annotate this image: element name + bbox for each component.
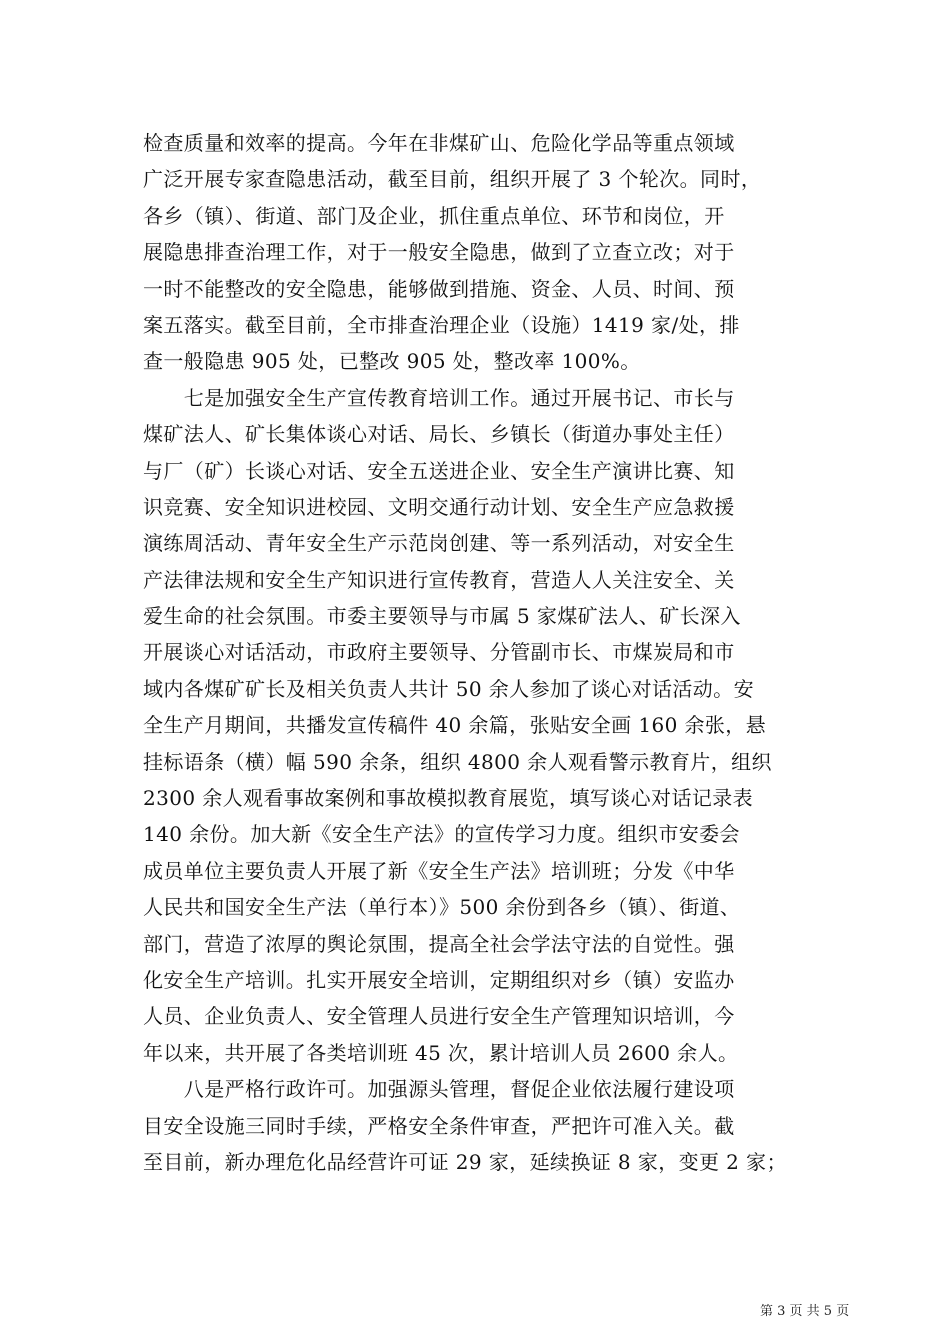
- text-line: 挂标语条（横）幅 590 余条，组织 4800 余人观看警示教育片，组织: [143, 749, 772, 774]
- text-line: 人民共和国安全生产法（单行本）》500 余份到各乡（镇）、街道、: [143, 895, 741, 920]
- paragraph-start-line: 七是加强安全生产宣传教育培训工作。通过开展书记、市长与: [143, 385, 735, 410]
- text-line: 开展谈心对话活动，市政府主要领导、分管副市长、市煤炭局和市: [143, 640, 735, 665]
- text-line: 演练周活动、青年安全生产示范岗创建、等一系列活动，对安全生: [143, 531, 735, 556]
- text-line: 成员单位主要负责人开展了新《安全生产法》培训班；分发《中华: [143, 858, 735, 883]
- text-line: 展隐患排查治理工作，对于一般安全隐患，做到了立查立改；对于: [143, 240, 735, 265]
- text-line: 案五落实。截至目前，全市排查治理企业（设施）1419 家/处，排: [143, 312, 740, 337]
- text-line: 与厂（矿）长谈心对话、安全五送进企业、安全生产演讲比赛、知: [143, 458, 735, 483]
- text-line: 年以来，共开展了各类培训班 45 次，累计培训人员 2600 余人。: [143, 1040, 739, 1065]
- text-line: 检查质量和效率的提高。今年在非煤矿山、危险化学品等重点领域: [143, 131, 735, 155]
- paragraph-start-line: 八是严格行政许可。加强源头管理，督促企业依法履行建设项: [143, 1077, 735, 1102]
- text-line: 查一般隐患 905 处，已整改 905 处，整改率 100%。: [143, 349, 641, 374]
- text-line: 各乡（镇）、街道、部门及企业，抓住重点单位、环节和岗位，开: [143, 203, 725, 228]
- text-line: 识竞赛、安全知识进校园、文明交通行动计划、安全生产应急救援: [143, 494, 735, 519]
- text-line: 域内各煤矿矿长及相关负责人共计 50 余人参加了谈心对话活动。安: [143, 676, 754, 701]
- text-line: 煤矿法人、矿长集体谈心对话、局长、乡镇长（街道办事处主任）: [143, 422, 735, 447]
- text-line: 部门，营造了浓厚的舆论氛围，提高全社会学法守法的自觉性。强: [143, 931, 735, 956]
- text-line: 全生产月期间，共播发宣传稿件 40 余篇，张贴安全画 160 余张，悬: [143, 713, 767, 738]
- body-text: [143, 125, 823, 1180]
- text-line: 一时不能整改的安全隐患，能够做到措施、资金、人员、时间、预: [143, 276, 735, 301]
- text-line: 广泛开展专家查隐患活动，截至目前，组织开展了 3 个轮次。同时，: [143, 167, 762, 192]
- text-line: 产法律法规和安全生产知识进行宣传教育，营造人人关注安全、关: [143, 567, 735, 592]
- text-line: 至目前，新办理危化品经营许可证 29 家，延续换证 8 家，变更 2 家；: [143, 1149, 787, 1174]
- text-line: 爱生命的社会氛围。市委主要领导与市属 5 家煤矿法人、矿长深入: [143, 604, 741, 629]
- text-line: 人员、企业负责人、安全管理人员进行安全生产管理知识培训，今: [143, 1004, 735, 1029]
- text-line: 目安全设施三同时手续，严格安全条件审查，严把许可准入关。截: [143, 1113, 735, 1138]
- text-line: 2300 余人观看事故案例和事故模拟教育展览，填写谈心对话记录表: [143, 786, 754, 811]
- text-line: 化安全生产培训。扎实开展安全培训，定期组织对乡（镇）安监办: [143, 967, 735, 992]
- text-line: 140 余份。加大新《安全生产法》的宣传学习力度。组织市安委会: [143, 822, 740, 847]
- page-number-footer: 第 3 页 共 5 页: [760, 1304, 850, 1319]
